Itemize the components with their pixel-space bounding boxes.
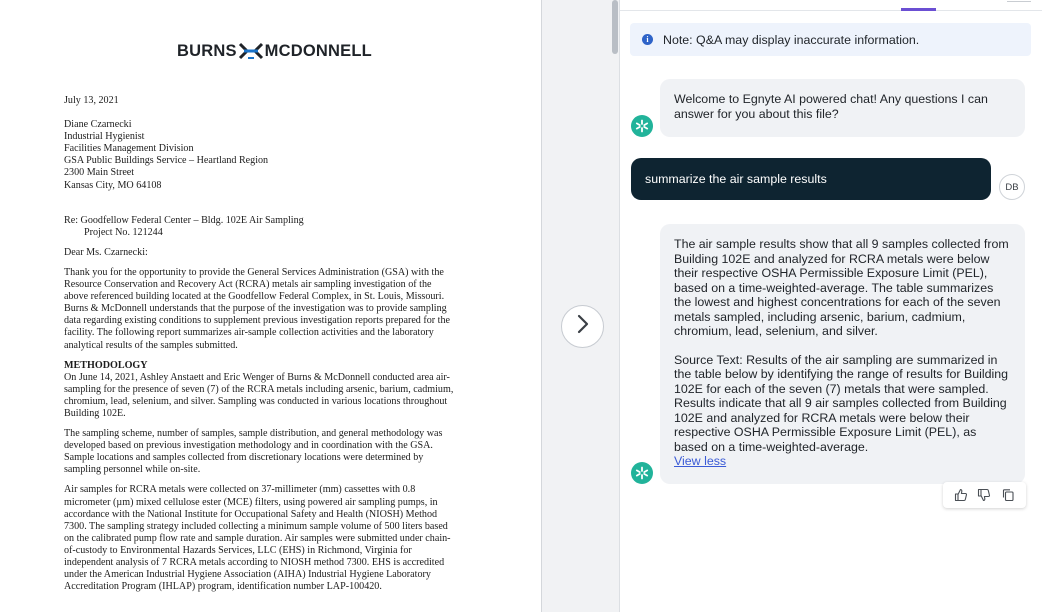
paragraph-line: analytical results of the samples submitted. (64, 339, 238, 351)
address-line: Facilities Management Division (64, 143, 194, 155)
methodology-paragraph-3 (64, 484, 480, 593)
address-line: Industrial Hygienist (64, 131, 145, 143)
logo-text-left: BURNS (177, 41, 237, 60)
address-line: Kansas City, MO 64108 (64, 179, 162, 191)
paragraph-line: under the American Industrial Hygiene Association (AIHA) Industrial Hygiene Laboratory (64, 569, 431, 581)
methodology-heading: METHODOLOGY (64, 359, 148, 371)
panel-menu-button[interactable] (1007, 0, 1031, 2)
paragraph-line: developed based on previous investigation methodology and in coordination with the GSA. (64, 440, 433, 452)
subject-text: Re: Goodfellow Federal Center – Bldg. 102E Air Sampling (64, 214, 304, 226)
user-avatar (999, 174, 1025, 200)
paragraph-line: on the calibrated pump flow rate and sample duration. Air samples were submitted under chain- (64, 532, 451, 544)
disclaimer-text: Note: Q&A may display inaccurate information. (663, 32, 920, 47)
letter-date: July 13, 2021 (64, 95, 119, 106)
paragraph-line: independent analysis of 7 RCRA metals according to NIOSH method 7300. EHS is accredited (64, 557, 445, 568)
chevron-right-icon (576, 314, 590, 339)
methodology-paragraph-2 (64, 428, 480, 476)
active-tab-indicator[interactable] (901, 8, 936, 11)
panel-tab-bar (620, 0, 1042, 11)
burns-mcdonnell-logo (177, 38, 372, 64)
paragraph-line: The sampling scheme, number of samples, sample distribution, and general methodology was (64, 428, 443, 440)
methodology-section (64, 360, 480, 594)
letter-body (64, 95, 480, 601)
methodology-paragraph-1 (64, 372, 480, 420)
paragraph-line: Building 102E. (64, 407, 126, 419)
scrollbar-thumb[interactable] (612, 0, 618, 54)
ai-answer-message (660, 224, 1025, 484)
user-message (631, 158, 991, 200)
paragraph-line: Sample locations and samples collected from discretionary locations were determined by (64, 452, 424, 464)
user-initials: DB (1005, 181, 1019, 193)
egnyte-bot-icon (631, 115, 653, 137)
paragraph-line: Thank you for the opportunity to provide the General Services Administration (GSA) with the (64, 266, 444, 278)
next-page-button[interactable] (561, 305, 604, 348)
address-line: GSA Public Buildings Service – Heartland Region (64, 155, 269, 167)
paragraph-line: Resource Conservation and Recovery Act (RCRA) metals air sampling investigation of the (64, 279, 432, 291)
view-less-link[interactable]: View less (674, 454, 727, 468)
paragraph-line: data regarding existing conditions to supplement previous investigation reports prepared for the (64, 315, 450, 327)
disclaimer-note (630, 23, 1031, 56)
project-number: Project No. 121244 (84, 226, 163, 238)
paragraph-line: above referenced building located at the Goodfellow Federal Complex, in St. Louis, Missouri. (64, 291, 445, 303)
logo-text-right: MCDONNELL (264, 41, 372, 60)
viewer-scrollbar[interactable] (611, 0, 619, 612)
paragraph-line: chromium, lead, selenium, and silver. Sampling was conducted in various locations throughout (64, 395, 448, 407)
logo-mark-icon (238, 38, 264, 64)
message-text: summarize the air sample results (645, 171, 827, 186)
paragraph-line: sampling for the presence of seven (7) of the RCRA metals including arsenic, barium, cadmium, (64, 383, 454, 395)
recipient-address (64, 119, 480, 192)
info-icon: i (642, 34, 653, 45)
subject-line (64, 215, 480, 239)
address-line: Diane Czarnecki (64, 119, 132, 131)
message-actions (943, 482, 1026, 508)
paragraph-line: Burns & McDonnell understands that the purpose of the investigation was to provide sampling (64, 303, 447, 315)
paragraph-line: 7300. The sampling strategy included collecting a minimum sample volume of 500 liters based (64, 520, 448, 532)
egnyte-bot-icon (631, 462, 653, 484)
answer-summary: The air sample results show that all 9 samples collected from Building 102E and analyzed for RCRA metals were below their respective OSHA Permissible Exposure Limit (PEL), based on a time-weighted-average. The table summarizes the lowest and highest concentrations for each of the seven metals sampled, including arsenic, barium, cadmium, chromium, lead, selenium, and silver. (674, 237, 1009, 338)
ai-chat-panel (620, 0, 1042, 612)
address-line: 2300 Main Street (64, 167, 135, 179)
thumbs-down-icon[interactable] (975, 486, 993, 504)
paragraph-line: Accreditation Program (IHLAP) program, identification number LAP-100420. (64, 581, 382, 593)
paragraph-line: of-custody to Environmental Hazards Services, LLC (EHS) in Richmond, Virginia for (64, 544, 412, 556)
ai-welcome-message (660, 79, 1025, 137)
paragraph-line: facility. The following report summarizes air-sample collection activities and the laboratory (64, 327, 434, 339)
salutation: Dear Ms. Czarnecki: (64, 246, 148, 258)
message-text: Welcome to Egnyte AI powered chat! Any questions I can answer for you about this file? (674, 92, 988, 121)
paragraph-line: On June 14, 2021, Ashley Anstaett and Eric Wenger of Burns & McDonnell conducted area air- (64, 371, 450, 383)
paragraph-line: accordance with the National Institute for Occupational Safety and Health (NIOSH) Method (64, 508, 438, 520)
paragraph-line: micrometer (µm) mixed cellulose ester (MCE) filters, using powered air sampling pumps, in (64, 496, 438, 508)
answer-source-text: Source Text: Results of the air sampling are summarized in the table below by identifying the range of results for Building 102E for each of the seven (7) metals that were sampled. Results indicate that all 9 air samples collected from Building 102E and analyzed for RCRA metals were below their respective OSHA Permissible Exposure Limit (PEL), as based on a time-weighted-average. (674, 352, 1009, 454)
thumbs-up-icon[interactable] (952, 486, 970, 504)
copy-icon[interactable] (999, 486, 1017, 504)
paragraph-line: Air samples for RCRA metals were collected on 37-millimeter (mm) cassettes with 0.8 (64, 484, 416, 496)
intro-paragraph (64, 267, 480, 352)
paragraph-line: sampling personnel while on-site. (64, 464, 201, 476)
